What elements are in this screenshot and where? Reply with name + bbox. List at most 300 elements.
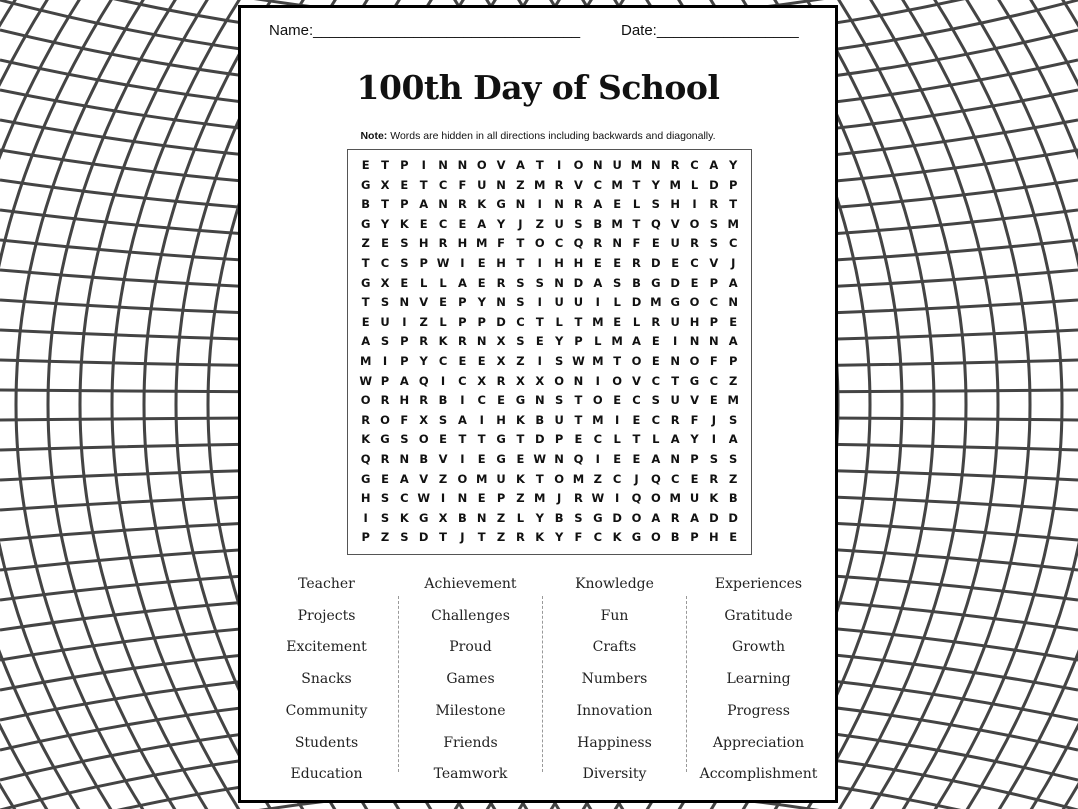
grid-letter[interactable]: O	[573, 158, 584, 172]
grid-letter[interactable]: F	[497, 236, 505, 251]
grid-letter[interactable]: R	[709, 471, 719, 486]
grid-letter[interactable]: G	[360, 177, 371, 192]
grid-letter[interactable]: Q	[573, 452, 584, 466]
grid-letter[interactable]: N	[592, 158, 603, 172]
grid-letter[interactable]: F	[400, 412, 409, 427]
grid-letter[interactable]: M	[611, 334, 623, 349]
grid-letter[interactable]: L	[613, 295, 621, 310]
grid-letter[interactable]: Q	[650, 471, 661, 486]
grid-letter[interactable]: T	[671, 373, 680, 388]
grid-letter[interactable]: Z	[361, 236, 370, 251]
grid-letter[interactable]: Y	[554, 334, 564, 349]
grid-letter[interactable]: R	[670, 510, 680, 525]
grid-letter[interactable]: I	[595, 373, 600, 388]
grid-letter[interactable]: T	[419, 177, 428, 192]
grid-letter[interactable]: I	[673, 334, 678, 349]
grid-letter[interactable]: I	[595, 295, 600, 310]
grid-letter[interactable]: M	[669, 177, 681, 192]
grid-letter[interactable]: I	[615, 412, 620, 427]
grid-letter[interactable]: V	[670, 216, 680, 231]
grid-letter[interactable]: U	[670, 314, 680, 329]
grid-letter[interactable]: Y	[729, 158, 738, 172]
grid-letter[interactable]: R	[574, 197, 583, 212]
grid-letter[interactable]: P	[728, 177, 738, 192]
grid-letter[interactable]: U	[670, 236, 680, 251]
grid-letter[interactable]: G	[360, 275, 371, 290]
grid-letter[interactable]: P	[361, 530, 370, 545]
grid-letter[interactable]: O	[650, 491, 661, 506]
grid-letter[interactable]: K	[515, 471, 525, 486]
grid-letter[interactable]: N	[476, 510, 487, 525]
grid-letter[interactable]: S	[574, 510, 583, 525]
grid-letter[interactable]: E	[613, 452, 622, 466]
grid-letter[interactable]: S	[554, 393, 564, 408]
grid-letter[interactable]: Y	[651, 177, 660, 192]
grid-letter[interactable]: A	[728, 275, 738, 290]
grid-letter[interactable]: L	[613, 432, 621, 447]
grid-letter[interactable]: B	[458, 510, 467, 525]
grid-letter[interactable]: R	[438, 236, 448, 251]
grid-letter[interactable]: P	[419, 256, 428, 270]
grid-letter[interactable]: A	[651, 452, 661, 466]
grid-letter[interactable]: P	[400, 197, 409, 212]
grid-letter[interactable]: T	[613, 354, 622, 368]
grid-letter[interactable]: D	[496, 314, 506, 329]
grid-letter[interactable]: S	[709, 452, 718, 466]
grid-letter[interactable]: O	[380, 412, 390, 427]
grid-letter[interactable]: I	[460, 452, 465, 466]
grid-letter[interactable]: R	[380, 452, 390, 466]
grid-letter[interactable]: V	[690, 393, 699, 408]
grid-letter[interactable]: T	[516, 236, 525, 251]
grid-letter[interactable]: I	[402, 314, 407, 329]
grid-letter[interactable]: C	[632, 393, 641, 408]
grid-letter[interactable]: L	[632, 197, 641, 212]
grid-letter[interactable]: N	[496, 177, 506, 192]
grid-letter[interactable]: J	[556, 491, 562, 506]
grid-letter[interactable]: X	[535, 373, 545, 388]
date-field[interactable]: Date:_________________	[621, 22, 799, 39]
grid-letter[interactable]: I	[537, 256, 542, 270]
grid-letter[interactable]: N	[534, 393, 545, 408]
grid-letter[interactable]: S	[554, 354, 564, 368]
grid-letter[interactable]: Q	[573, 236, 584, 251]
grid-letter[interactable]: S	[612, 275, 622, 290]
grid-letter[interactable]: X	[419, 412, 429, 427]
grid-letter[interactable]: C	[728, 236, 738, 251]
grid-letter[interactable]: N	[651, 158, 661, 172]
grid-letter[interactable]: E	[613, 314, 622, 329]
grid-letter[interactable]: B	[554, 510, 564, 525]
grid-letter[interactable]: U	[477, 177, 487, 192]
grid-letter[interactable]: T	[381, 197, 389, 212]
grid-letter[interactable]: D	[670, 275, 680, 290]
grid-letter[interactable]: Z	[419, 314, 428, 329]
grid-letter[interactable]: N	[457, 158, 468, 172]
grid-letter[interactable]: S	[709, 236, 718, 251]
grid-letter[interactable]: K	[399, 216, 409, 231]
grid-letter[interactable]: B	[361, 197, 371, 212]
grid-letter[interactable]: T	[535, 471, 544, 486]
grid-letter[interactable]: N	[554, 197, 564, 212]
grid-letter[interactable]: P	[400, 158, 409, 172]
grid-letter[interactable]: E	[458, 354, 467, 368]
grid-letter[interactable]: U	[554, 295, 564, 310]
grid-letter[interactable]: C	[477, 393, 486, 408]
grid-letter[interactable]: D	[573, 275, 584, 290]
grid-letter[interactable]: N	[554, 452, 564, 466]
grid-letter[interactable]: C	[458, 373, 467, 388]
grid-letter[interactable]: E	[613, 393, 622, 408]
grid-letter[interactable]: P	[458, 295, 467, 310]
grid-letter[interactable]: T	[439, 530, 447, 545]
grid-letter[interactable]: Z	[535, 216, 544, 231]
grid-letter[interactable]: S	[516, 275, 525, 290]
grid-letter[interactable]: A	[670, 432, 680, 447]
grid-letter[interactable]: P	[554, 432, 564, 447]
grid-letter[interactable]: O	[360, 393, 371, 408]
grid-letter[interactable]: T	[632, 177, 641, 192]
grid-letter[interactable]: I	[421, 158, 426, 172]
grid-letter[interactable]: D	[709, 510, 719, 525]
grid-letter[interactable]: U	[496, 471, 506, 486]
grid-letter[interactable]: E	[381, 236, 389, 251]
grid-letter[interactable]: T	[477, 432, 486, 447]
grid-letter[interactable]: R	[457, 197, 467, 212]
grid-letter[interactable]: G	[593, 510, 603, 525]
grid-letter[interactable]: S	[380, 491, 390, 506]
grid-letter[interactable]: S	[380, 334, 390, 349]
grid-letter[interactable]: T	[381, 158, 389, 172]
grid-letter[interactable]: L	[632, 314, 641, 329]
grid-letter[interactable]: I	[537, 354, 542, 368]
grid-letter[interactable]: P	[400, 354, 409, 368]
grid-letter[interactable]: U	[670, 393, 680, 408]
grid-letter[interactable]: C	[690, 256, 699, 270]
grid-letter[interactable]: W	[591, 491, 605, 506]
grid-letter[interactable]: V	[574, 177, 583, 192]
grid-letter[interactable]: E	[651, 236, 660, 251]
grid-letter[interactable]: O	[554, 471, 564, 486]
grid-letter[interactable]: E	[729, 530, 738, 545]
grid-letter[interactable]: E	[439, 295, 447, 310]
grid-letter[interactable]: A	[709, 158, 719, 172]
name-field[interactable]: Name:________________________________	[269, 22, 581, 39]
grid-letter[interactable]: K	[612, 530, 622, 545]
grid-letter[interactable]: C	[400, 491, 409, 506]
grid-letter[interactable]: R	[554, 177, 564, 192]
grid-letter[interactable]: R	[593, 236, 603, 251]
grid-letter[interactable]: G	[515, 393, 526, 408]
grid-letter[interactable]: Y	[477, 295, 486, 310]
grid-letter[interactable]: G	[670, 295, 680, 310]
grid-letter[interactable]: M	[650, 295, 662, 310]
grid-letter[interactable]: P	[458, 314, 467, 329]
grid-letter[interactable]: G	[689, 373, 700, 388]
grid-letter[interactable]: E	[477, 256, 486, 270]
grid-letter[interactable]: G	[360, 216, 371, 231]
grid-letter[interactable]: V	[419, 295, 429, 310]
grid-letter[interactable]: E	[497, 393, 505, 408]
grid-letter[interactable]: W	[417, 491, 431, 506]
grid-letter[interactable]: H	[457, 236, 468, 251]
grid-letter[interactable]: V	[496, 158, 506, 172]
grid-letter[interactable]: N	[612, 236, 622, 251]
grid-letter[interactable]: C	[438, 177, 448, 192]
grid-letter[interactable]: U	[573, 295, 584, 310]
grid-letter[interactable]: E	[651, 354, 660, 368]
grid-letter[interactable]: E	[613, 256, 622, 270]
grid-letter[interactable]: D	[534, 432, 545, 447]
grid-letter[interactable]: E	[477, 354, 486, 368]
grid-letter[interactable]: A	[651, 510, 661, 525]
grid-letter[interactable]: C	[593, 432, 603, 447]
grid-letter[interactable]: C	[554, 236, 564, 251]
grid-letter[interactable]: M	[476, 471, 488, 486]
grid-letter[interactable]: A	[728, 432, 738, 447]
grid-letter[interactable]: H	[709, 530, 719, 545]
grid-letter[interactable]: I	[460, 256, 465, 270]
grid-letter[interactable]: N	[554, 275, 564, 290]
grid-letter[interactable]: T	[574, 314, 583, 329]
grid-letter[interactable]: H	[360, 491, 371, 506]
grid-letter[interactable]: C	[593, 530, 603, 545]
grid-letter[interactable]: Z	[516, 354, 525, 368]
grid-letter[interactable]: G	[496, 197, 506, 212]
grid-letter[interactable]: S	[400, 432, 409, 447]
grid-letter[interactable]: B	[419, 452, 429, 466]
grid-letter[interactable]: N	[496, 295, 506, 310]
grid-letter[interactable]: C	[612, 471, 622, 486]
grid-letter[interactable]: Z	[438, 471, 448, 486]
grid-letter[interactable]: P	[690, 530, 699, 545]
grid-letter[interactable]: I	[460, 393, 465, 408]
grid-letter[interactable]: I	[479, 412, 484, 427]
grid-letter[interactable]: R	[574, 491, 583, 506]
grid-letter[interactable]: C	[380, 256, 390, 270]
grid-letter[interactable]: W	[533, 452, 547, 466]
grid-letter[interactable]: S	[729, 412, 738, 427]
grid-letter[interactable]: K	[438, 334, 448, 349]
grid-letter[interactable]: L	[439, 275, 447, 290]
grid-letter[interactable]: C	[651, 412, 661, 427]
grid-letter[interactable]: C	[438, 216, 448, 231]
grid-letter[interactable]: Z	[516, 491, 525, 506]
grid-letter[interactable]: V	[632, 373, 641, 388]
grid-letter[interactable]: H	[496, 412, 506, 427]
grid-letter[interactable]: M	[727, 216, 739, 231]
grid-letter[interactable]: M	[727, 393, 739, 408]
grid-letter[interactable]: Z	[496, 530, 506, 545]
grid-letter[interactable]: R	[632, 256, 641, 270]
grid-letter[interactable]: A	[361, 334, 371, 349]
grid-letter[interactable]: C	[651, 373, 661, 388]
grid-letter[interactable]: J	[518, 216, 523, 231]
grid-letter[interactable]: R	[651, 314, 661, 329]
grid-letter[interactable]: Y	[380, 216, 390, 231]
grid-letter[interactable]: T	[729, 197, 738, 212]
grid-letter[interactable]: C	[690, 158, 699, 172]
grid-letter[interactable]: T	[535, 158, 544, 172]
grid-letter[interactable]: N	[709, 334, 719, 349]
grid-letter[interactable]: J	[634, 471, 639, 486]
grid-letter[interactable]: E	[477, 452, 486, 466]
grid-letter[interactable]: X	[380, 275, 390, 290]
grid-letter[interactable]: E	[477, 275, 486, 290]
grid-letter[interactable]: R	[496, 275, 506, 290]
grid-letter[interactable]: S	[400, 530, 409, 545]
grid-letter[interactable]: C	[709, 373, 719, 388]
grid-letter[interactable]: Z	[593, 471, 602, 486]
grid-letter[interactable]: A	[690, 510, 699, 525]
grid-letter[interactable]: R	[670, 412, 680, 427]
grid-letter[interactable]: M	[611, 177, 623, 192]
grid-letter[interactable]: O	[650, 530, 661, 545]
grid-letter[interactable]: Z	[516, 177, 525, 192]
grid-letter[interactable]: S	[400, 256, 409, 270]
grid-letter[interactable]: R	[457, 334, 467, 349]
grid-letter[interactable]: V	[438, 452, 448, 466]
grid-letter[interactable]: S	[729, 452, 738, 466]
grid-letter[interactable]: A	[593, 275, 603, 290]
grid-letter[interactable]: X	[438, 510, 448, 525]
grid-letter[interactable]: M	[359, 354, 372, 368]
grid-letter[interactable]: P	[496, 491, 506, 506]
grid-letter[interactable]: J	[460, 530, 465, 545]
grid-letter[interactable]: R	[361, 412, 371, 427]
grid-letter[interactable]: M	[534, 491, 546, 506]
grid-letter[interactable]: O	[631, 354, 642, 368]
grid-letter[interactable]: T	[516, 256, 525, 270]
grid-letter[interactable]: Y	[496, 216, 506, 231]
grid-letter[interactable]: U	[612, 158, 622, 172]
grid-letter[interactable]: O	[689, 295, 700, 310]
grid-letter[interactable]: H	[670, 197, 680, 212]
grid-letter[interactable]: J	[731, 256, 736, 270]
grid-letter[interactable]: A	[477, 216, 487, 231]
grid-letter[interactable]: S	[400, 236, 409, 251]
grid-letter[interactable]: E	[439, 432, 447, 447]
grid-letter[interactable]: E	[690, 275, 699, 290]
grid-letter[interactable]: X	[515, 373, 525, 388]
grid-letter[interactable]: F	[709, 354, 718, 368]
grid-letter[interactable]: N	[670, 452, 680, 466]
grid-letter[interactable]: M	[534, 177, 546, 192]
grid-letter[interactable]: S	[651, 393, 660, 408]
grid-letter[interactable]: C	[516, 314, 525, 329]
grid-letter[interactable]: Y	[554, 530, 564, 545]
grid-letter[interactable]: U	[689, 491, 700, 506]
grid-letter[interactable]: R	[515, 530, 525, 545]
grid-letter[interactable]: J	[711, 412, 716, 427]
grid-letter[interactable]: W	[359, 373, 373, 388]
grid-letter[interactable]: D	[651, 256, 661, 270]
grid-letter[interactable]: L	[516, 510, 525, 525]
grid-letter[interactable]: H	[554, 256, 564, 270]
grid-letter[interactable]: R	[419, 393, 429, 408]
grid-letter[interactable]: A	[457, 275, 467, 290]
grid-letter[interactable]: T	[535, 314, 544, 329]
grid-letter[interactable]: K	[361, 432, 371, 447]
grid-letter[interactable]: N	[457, 491, 468, 506]
grid-letter[interactable]: O	[592, 393, 603, 408]
grid-letter[interactable]: L	[555, 314, 563, 329]
grid-letter[interactable]: G	[380, 432, 390, 447]
grid-letter[interactable]: O	[689, 216, 700, 231]
grid-letter[interactable]: T	[632, 216, 641, 231]
grid-letter[interactable]: N	[573, 373, 584, 388]
grid-letter[interactable]: F	[690, 412, 699, 427]
grid-letter[interactable]: D	[612, 510, 622, 525]
grid-letter[interactable]: Q	[360, 452, 371, 466]
grid-letter[interactable]: O	[554, 373, 564, 388]
grid-letter[interactable]: W	[436, 256, 450, 270]
grid-letter[interactable]: H	[573, 256, 584, 270]
grid-letter[interactable]: E	[613, 197, 622, 212]
grid-letter[interactable]: L	[439, 314, 447, 329]
grid-letter[interactable]: E	[729, 314, 738, 329]
grid-letter[interactable]: I	[382, 354, 388, 368]
grid-letter[interactable]: E	[574, 432, 583, 447]
grid-letter[interactable]: E	[361, 158, 370, 172]
grid-letter[interactable]: G	[360, 471, 371, 486]
grid-letter[interactable]: E	[381, 471, 389, 486]
grid-letter[interactable]: P	[709, 275, 719, 290]
grid-letter[interactable]: R	[709, 197, 719, 212]
grid-letter[interactable]: M	[572, 471, 585, 486]
grid-letter[interactable]: E	[477, 491, 486, 506]
grid-letter[interactable]: Z	[729, 373, 738, 388]
grid-letter[interactable]: D	[728, 510, 738, 525]
grid-letter[interactable]: I	[595, 452, 600, 466]
grid-letter[interactable]: I	[363, 510, 368, 525]
grid-letter[interactable]: A	[593, 197, 603, 212]
grid-letter[interactable]: E	[593, 256, 602, 270]
grid-letter[interactable]: S	[651, 197, 660, 212]
grid-letter[interactable]: E	[651, 334, 660, 349]
grid-letter[interactable]: R	[496, 373, 506, 388]
grid-letter[interactable]: Q	[631, 491, 642, 506]
grid-letter[interactable]: S	[516, 295, 525, 310]
grid-letter[interactable]: S	[574, 216, 583, 231]
grid-letter[interactable]: C	[438, 354, 448, 368]
grid-letter[interactable]: N	[399, 295, 410, 310]
grid-letter[interactable]: M	[592, 354, 604, 368]
grid-letter[interactable]: L	[652, 432, 660, 447]
grid-letter[interactable]: T	[458, 432, 467, 447]
grid-letter[interactable]: T	[477, 530, 486, 545]
grid-letter[interactable]: H	[399, 393, 410, 408]
grid-letter[interactable]: N	[476, 334, 487, 349]
grid-letter[interactable]: M	[630, 158, 643, 172]
grid-letter[interactable]: Y	[690, 432, 699, 447]
grid-letter[interactable]: M	[611, 216, 623, 231]
grid-letter[interactable]: S	[380, 510, 390, 525]
grid-letter[interactable]: G	[651, 275, 661, 290]
grid-letter[interactable]: O	[418, 432, 429, 447]
grid-letter[interactable]: B	[728, 491, 738, 506]
grid-letter[interactable]: L	[594, 334, 602, 349]
grid-letter[interactable]: V	[419, 471, 429, 486]
grid-letter[interactable]: R	[419, 334, 429, 349]
grid-letter[interactable]: P	[400, 334, 409, 349]
grid-letter[interactable]: T	[632, 432, 641, 447]
grid-letter[interactable]: I	[711, 432, 716, 447]
grid-letter[interactable]: F	[574, 530, 583, 545]
grid-letter[interactable]: A	[728, 334, 738, 349]
grid-letter[interactable]: E	[400, 275, 409, 290]
grid-letter[interactable]: B	[438, 393, 448, 408]
